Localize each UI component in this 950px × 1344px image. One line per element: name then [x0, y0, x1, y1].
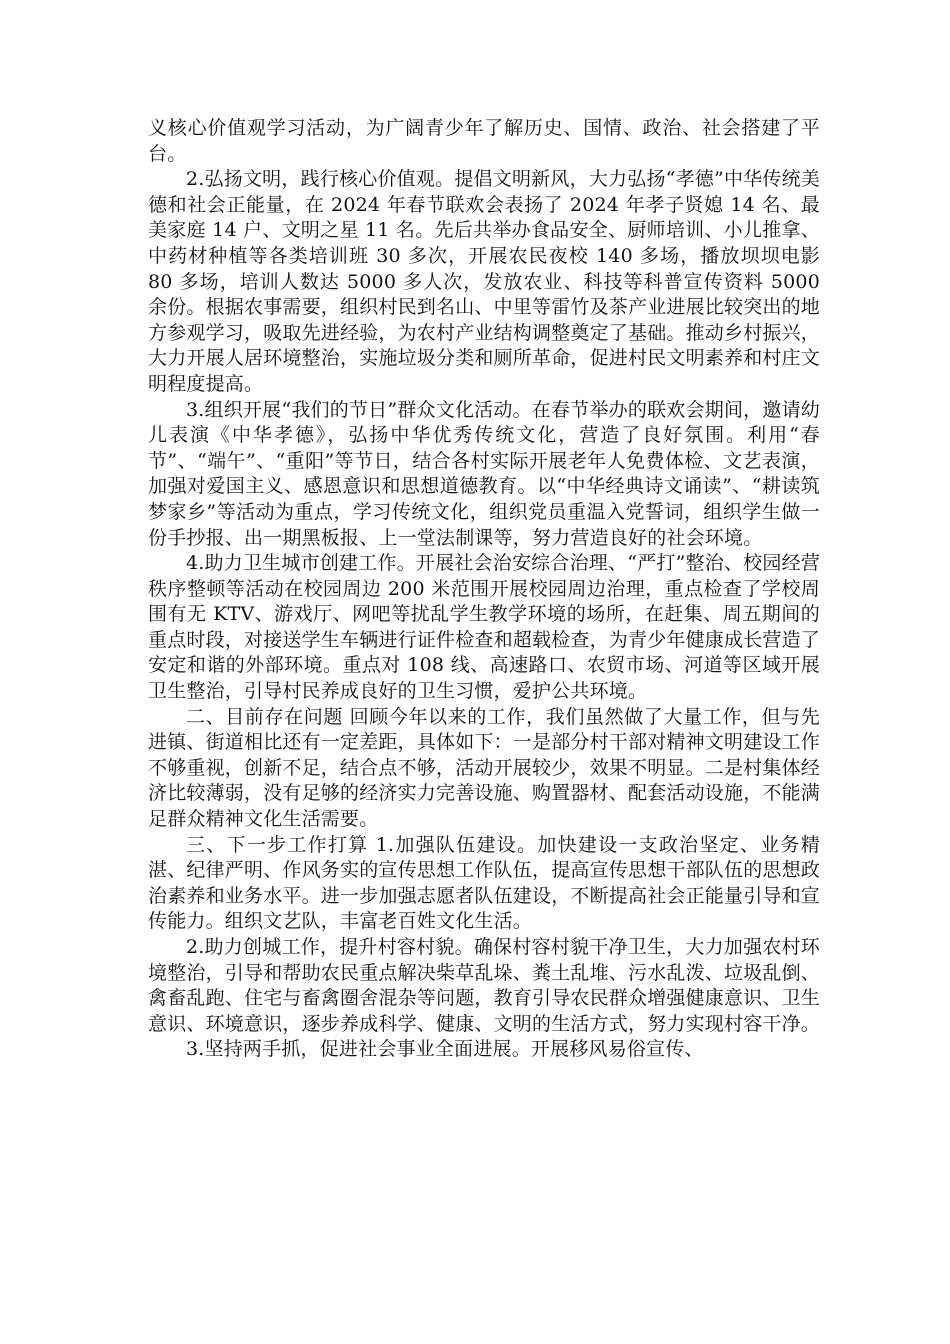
paragraph-promote-civilization: 2.弘扬文明，践行核心价值观。提倡文明新风，大力弘扬“孝德”中华传统美德和社会正能量，在 2024 年春节联欢会表扬了 2024 年孝子贤媳 14 名、最美家庭 14 户、文明之星 11 名。先后共举办食品安全、厨师培训、小儿推拿、中药材种植等各类培训班 30 多次，开展农民夜校 140 多场，播放坝坝电影 80 多场，培训人数达 5000 多人次，发放农业、科技等科普宣传资料 5000 余份。根据农事需要，组织村民到名山、中里等雷竹及茶产业进展比较突出的地方参观学习，吸取先进经验，为农村产业结构调整奠定了基础。推动乡村振兴，大力开展人居环境整治，实施垃圾分类和厕所革命，促进村民文明素养和村庄文明程度提高。: [148, 168, 821, 395]
document-body: [148, 116, 820, 1063]
paragraph-next-steps: 三、下一步工作打算 1.加强队伍建设。加快建设一支政治坚定、业务精湛、纪律严明、作风务实的宣传思想工作队伍，提高宣传思想干部队伍的思想政治素养和业务水平。进一步加强志愿者队伍建设，不断提高社会正能量引导和宣传能力。组织文艺队，丰富老百姓文化生活。: [148, 833, 821, 933]
paragraph-continuation: 义核心价值观学习活动，为广阔青少年了解历史、国情、政治、社会搭建了平台。: [148, 117, 820, 165]
paragraph-social-progress: 3.坚持两手抓，促进社会事业全面进展。开展移风易俗宣传、: [186, 1038, 704, 1061]
paragraph-current-problems: 二、目前存在问题 回顾今年以来的工作，我们虽然做了大量工作，但与先进镇、街道相比还有一定差距，具体如下：一是部分村干部对精神文明建设工作不够重视，创新不足，结合点不够，活动开展较少，效果不明显。二是村集体经济比较薄弱，没有足够的经济实力完善设施、购置器材、配套活动设施，不能满足群众精神文化生活需要。: [148, 705, 821, 831]
paragraph-sanitary-city: 4.助力卫生城市创建工作。开展社会治安综合治理、“严打”整治、校园经营秩序整顿等活动在校园周边 200 米范围开展校园周边治理，重点检查了学校周围有无 KTV、游戏厅、网吧等扰乱学生教学环境的场所，在赶集、周五期间的重点时段，对接送学生车辆进行证件检查和超载检查，为青少年健康成长营造了安定和谐的外部环境。重点对 108 线、高速路口、农贸市场、河道等区域开展卫生整治，引导村民养成良好的卫生习惯，爱护公共环境。: [148, 552, 821, 703]
paragraph-village-appearance: 2.助力创城工作，提升村容村貌。确保村容村貌干净卫生，大力加强农村环境整治，引导和帮助农民重点解决柴草乱垛、粪土乱堆、污水乱泼、垃圾乱倒、禽畜乱跑、住宅与畜禽圈舍混杂等问题，教育引导农民群众增强健康意识、卫生意识、环境意识，逐步养成科学、健康、文明的生活方式，努力实现村容干净。: [148, 936, 821, 1035]
paragraph-festival-activities: 3.组织开展“我们的节日”群众文化活动。在春节举办的联欢会期间，邀请幼儿表演《中华孝德》，弘扬中华优秀传统文化，营造了良好氛围。利用“春节”、“端午”、“重阳”等节日，结合各村实际开展老年人免费体检、文艺表演，加强对爱国主义、感恩意识和思想道德教育。以“中华经典诗文诵读”、“耕读筑梦家乡”等活动为重点，学习传统文化，组织党员重温入党誓词，组织学生做一份手抄报、出一期黑板报、上一堂法制课等，努力营造良好的社会环境。: [148, 398, 820, 549]
